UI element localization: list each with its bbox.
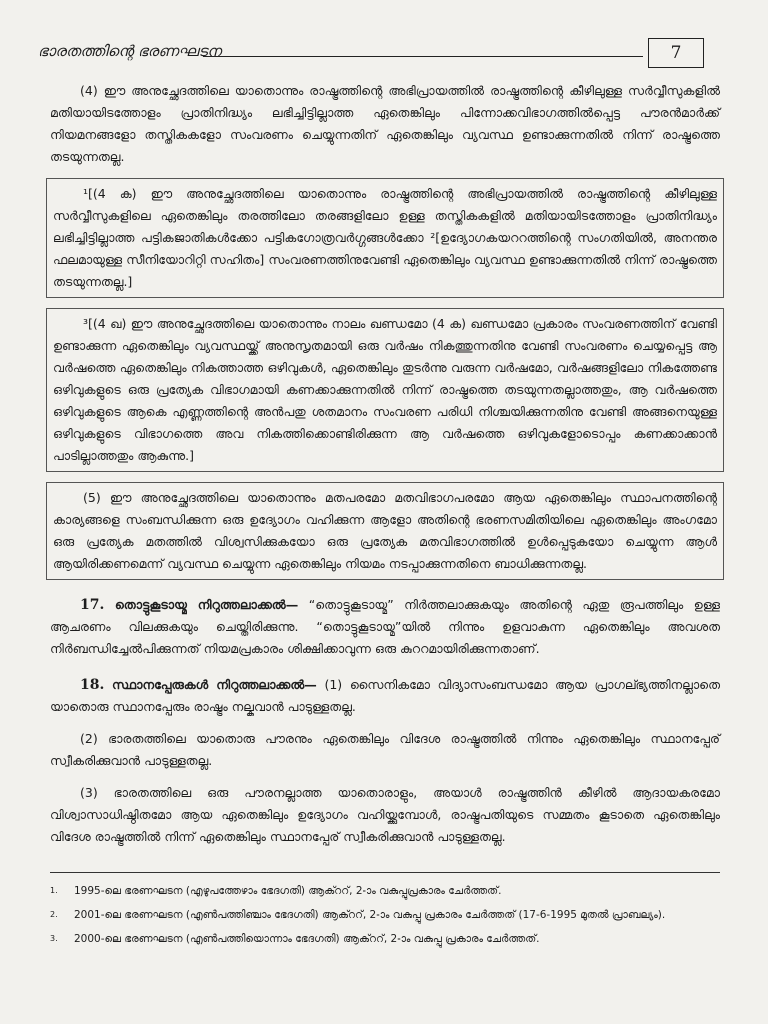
footnote-text: 2000-ലെ ഭരണഘടന (എൺപത്തിയൊന്നാം ഭേദഗതി) ആക്ററ്, 2-ാം വകുപ്പു പ്രകാരം ചേർത്തത്.: [74, 933, 540, 945]
footnote-number: 1.: [50, 886, 58, 895]
footnote: [50, 907, 720, 923]
running-title: ഭാരതത്തിന്റെ ഭരണഘടന: [38, 42, 222, 60]
footnotes: [50, 872, 720, 955]
clause-5: (5) ഈ അനുച്ഛേദത്തിലെ യാതൊന്നും മതപരമോ മതവിഭാഗപരമോ ആയ ഏതെങ്കിലും സ്ഥാപനത്തിന്റെ കാര്യങ്ങളെ സംബന്ധിക്കുന്ന ഒരു ഉദ്യോഗം വഹിക്കുന്ന ആളോ അതിന്റെ ഭരണസമിതിയിലെ ഏതെങ്കിലും അംഗമോ ഒരു പ്രത്യേക മതത്തിൽ വിശ്വസിക്കുകയോ ഒരു പ്രത്യേക മതവിഭാഗത്തിൽ ഉൾപ്പെടുകയോ ചെയ്യുന്ന ആൾ ആയിരിക്കണമെന്ന് വ്യവസ്ഥ ചെയ്യുന്ന ഏതെങ്കിലും നിയമം നടപ്പാക്കുന്നതിനെ ബാധിക്കുന്നതല്ല.: [46, 482, 724, 580]
section-17-number: 17.: [80, 597, 105, 613]
section-18: [50, 674, 720, 718]
footnote-text: 1995-ലെ ഭരണഘടന (എഴുപത്തേഴാം ഭേദഗതി) ആക്ററ്, 2-ാം വകുപ്പുപ്രകാരം ചേർത്തത്.: [74, 885, 502, 897]
page-number: 7: [648, 38, 704, 68]
section-18-number: 18.: [80, 677, 105, 693]
clause-4a: ¹[(4 ക) ഈ അനുച്ഛേദത്തിലെ യാതൊന്നും രാഷ്ട്രത്തിന്റെ അഭിപ്രായത്തിൽ രാഷ്ട്രത്തിന്റെ കീഴിലുള്ള സർവ്വീസുകളിലെ ഏതെങ്കിലും തരത്തിലോ തരങ്ങളിലോ ഉള്ള തസ്തികകളിൽ മതിയായിടത്തോളം പ്രാതിനിദ്ധ്യം ലഭിച്ചിട്ടില്ലാത്ത പട്ടികജാതികൾക്കോ പട്ടികഗോത്രവർഗ്ഗങ്ങൾക്കോ ²[ഉദ്യോഗകയററത്തിന്റെ സംഗതിയിൽ, അനന്തര ഫലമായുള്ള സീനിയോറിറ്റി സഹിതം] സംവരണത്തിനുവേണ്ടി ഏതെങ്കിലും വ്യവസ്ഥ ഉണ്ടാക്കുന്നതിൽ നിന്ന് രാഷ്ട്രത്തെ തടയുന്നതല്ല.]: [46, 178, 724, 298]
section-17-text: “തൊട്ടുകൂടായ്മ” നിർത്തലാക്കുകയും അതിന്റെ ഏതു രൂപത്തിലും ഉള്ള ആചരണം വിലക്കുകയും ചെയ്തിരിക്കുന്നു. “തൊട്ടുകൂടായ്മ”യിൽ നിന്നും ഉളവാകുന്ന ഏതെങ്കിലും അവശത നിർബന്ധിച്ചേൽപിക്കുന്നത് നിയമപ്രകാരം ശിക്ഷിക്കാവുന്ന ഒരു കുററമായിരിക്കുന്നതാണ്.: [50, 597, 720, 656]
page-header: [38, 36, 730, 74]
section-17: [50, 594, 720, 660]
footnote-number: 3.: [50, 934, 58, 943]
page-body: [50, 80, 720, 858]
footnote: [50, 883, 720, 899]
footnote-text: 2001-ലെ ഭരണഘടന (എൺപത്തിഞ്ചാം ഭേദഗതി) ആക്ററ്, 2-ാം വകുപ്പു പ്രകാരം ചേർത്തത് (17-6-1995 മുതൽ പ്രാബല്യം).: [74, 909, 666, 921]
section-18-title: സ്ഥാനപ്പേരുകൾ നിറുത്തലാക്കൽ—: [112, 677, 317, 692]
section-18-clause-2: (2) ഭാരതത്തിലെ യാതൊരു പൗരനും ഏതെങ്കിലും വിദേശ രാഷ്ട്രത്തിൽ നിന്നും ഏതെങ്കിലും സ്ഥാനപ്പേര് സ്വീകരിക്കുവാൻ പാടുള്ളതല്ല.: [50, 731, 720, 768]
header-rule: [203, 56, 643, 57]
footnote-number: 2.: [50, 910, 58, 919]
section-18-text: (1) സൈനികമോ വിദ്യാസംബന്ധമോ ആയ പ്രാഗല്ഭ്യത്തിനല്ലാതെ യാതൊരു സ്ഥാനപ്പേരും രാഷ്ട്രം നല്കുവാൻ പാടുള്ളതല്ല.: [50, 677, 720, 714]
footnote: [50, 931, 720, 947]
clause-4: (4) ഈ അനുച്ഛേദത്തിലെ യാതൊന്നും രാഷ്ട്രത്തിന്റെ അഭിപ്രായത്തിൽ രാഷ്ട്രത്തിന്റെ കീഴിലുള്ള സർവ്വീസുകളിൽ മതിയായിടത്തോളം പ്രാതിനിദ്ധ്യം ലഭിച്ചിട്ടില്ലാത്ത ഏതെങ്കിലും പിന്നോക്കവിഭാഗത്തിൽപ്പെട്ട പൗരൻമാർക്ക് നിയമനങ്ങളോ തസ്തികകളോ സംവരണം ചെയ്യുന്നതിന് ഏതെങ്കിലും വ്യവസ്ഥ ഉണ്ടാക്കുന്നതിൽ നിന്ന് രാഷ്ട്രത്തെ തടയുന്നതല്ല.: [50, 83, 720, 164]
clause-4b: ³[(4 ഖ) ഈ അനുച്ഛേദത്തിലെ യാതൊന്നും നാലം ഖണ്ഡമോ (4 ക) ഖണ്ഡമോ പ്രകാരം സംവരണത്തിന് വേണ്ടി ഉണ്ടാക്കുന്ന ഏതെങ്കിലും വ്യവസ്ഥയ്ക്ക് അനുസൃതമായി ഒരു വർഷം നികത്തുന്നതിനു വേണ്ടി സംവരണം ചെയ്യപ്പെട്ട ആ വർഷത്തെ ഏതെങ്കിലും നികത്താത്ത ഒഴിവുകൾ, ഏതെങ്കിലും തുടർന്നു വരുന്ന വർഷമോ, വർഷങ്ങളിലോ നികത്തേണ്ട ഒഴിവുകളുടെ ഒരു പ്രത്യേക വിഭാഗമായി കണക്കാക്കുന്നതിൽ നിന്ന് രാഷ്ട്രത്തെ തടയുന്നതല്ലാത്തതും, ആ വർഷത്തെ ഒഴിവുകളുടെ ആകെ എണ്ണത്തിന്റെ അൻപതു ശതമാനം സംവരണ പരിധി നിശ്ചയിക്കുന്നതിനു വേണ്ടി അങ്ങനെയുള്ള ഒഴിവുകളുടെ വിഭാഗത്തെ അവ നികത്തിക്കൊണ്ടിരിക്കുന്ന ആ വർഷത്തെ ഒഴിവുകളോടൊപ്പം കണക്കാക്കാൻ പാടില്ലാത്തതും ആകുന്നു.]: [46, 308, 724, 472]
section-18-clause-3: (3) ഭാരതത്തിലെ ഒരു പൗരനല്ലാത്ത യാതൊരാളും, അയാൾ രാഷ്ട്രത്തിൻ കീഴിൽ ആദായകരമോ വിശ്വാസാധിഷ്ഠിതമോ ആയ ഏതെങ്കിലും ഉദ്യോഗം വഹിയ്ക്കുമ്പോൾ, രാഷ്ട്രപതിയുടെ സമ്മതം കൂടാതെ ഏതെങ്കിലും വിദേശ രാഷ്ട്രത്തിൽ നിന്ന് ഏതെങ്കിലും സ്ഥാനപ്പേര് സ്വീകരിക്കുവാൻ പാടുള്ളതല്ല.: [50, 785, 720, 844]
section-17-title: തൊട്ടുകൂടായ്മ നിറുത്തലാക്കൽ—: [114, 597, 299, 612]
